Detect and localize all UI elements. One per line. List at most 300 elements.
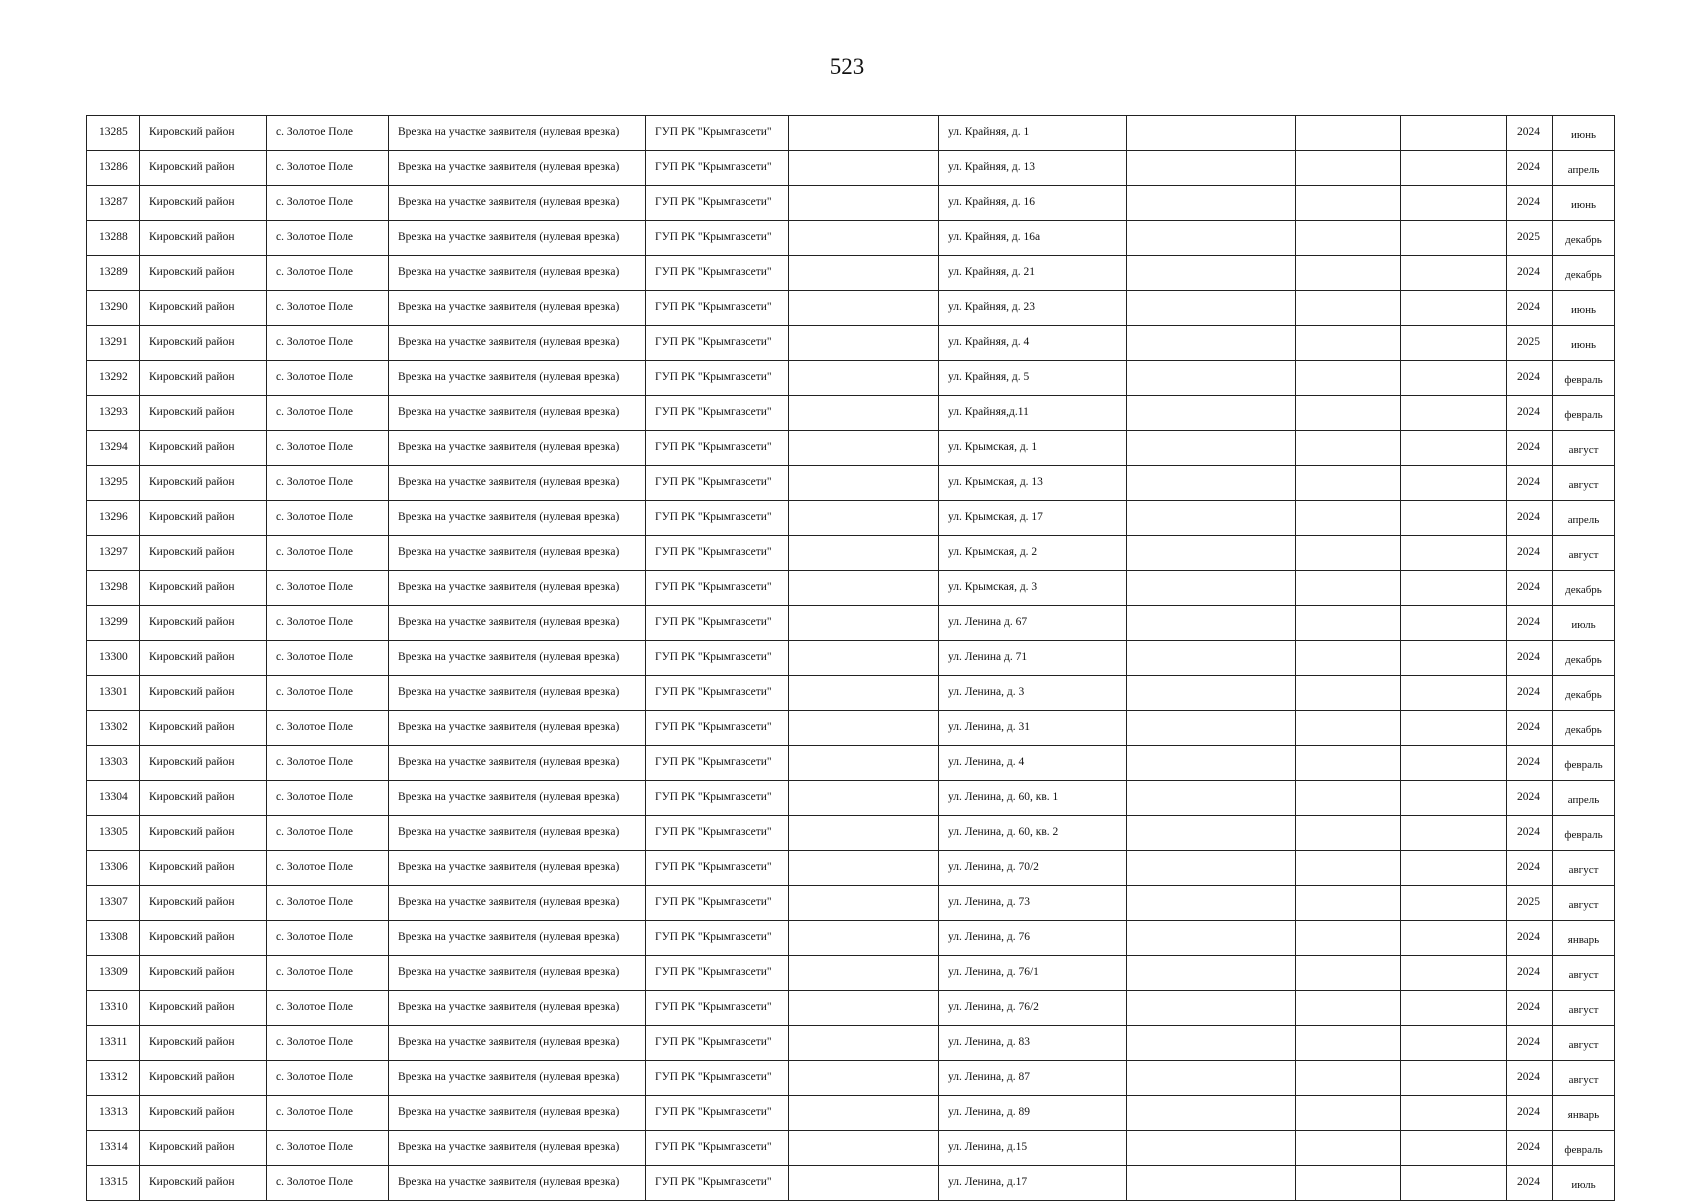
organization-cell: ГУП РК "Крымгазсети" — [646, 326, 789, 361]
empty-cell — [1127, 116, 1296, 151]
district-cell: Кировский район — [140, 1166, 267, 1201]
year-cell: 2024 — [1507, 291, 1553, 326]
address-cell: ул. Крайняя, д. 23 — [939, 291, 1127, 326]
year-cell: 2024 — [1507, 1096, 1553, 1131]
district-cell: Кировский район — [140, 571, 267, 606]
record-number-cell: 13293 — [87, 396, 140, 431]
organization-cell: ГУП РК "Крымгазсети" — [646, 816, 789, 851]
empty-cell — [789, 711, 939, 746]
address-cell: ул. Ленина, д. 31 — [939, 711, 1127, 746]
district-cell: Кировский район — [140, 151, 267, 186]
work-type-cell: Врезка на участке заявителя (нулевая врезка) — [389, 746, 646, 781]
locality-cell: с. Золотое Поле — [267, 816, 389, 851]
table-row — [87, 361, 1615, 396]
record-number-cell: 13296 — [87, 501, 140, 536]
work-type-cell: Врезка на участке заявителя (нулевая врезка) — [389, 291, 646, 326]
district-cell: Кировский район — [140, 396, 267, 431]
record-number-cell: 13288 — [87, 221, 140, 256]
empty-cell — [1296, 396, 1401, 431]
organization-cell: ГУП РК "Крымгазсети" — [646, 361, 789, 396]
work-type-cell: Врезка на участке заявителя (нулевая врезка) — [389, 816, 646, 851]
locality-cell: с. Золотое Поле — [267, 1096, 389, 1131]
organization-cell: ГУП РК "Крымгазсети" — [646, 396, 789, 431]
table-row — [87, 711, 1615, 746]
record-number-cell: 13290 — [87, 291, 140, 326]
year-cell: 2024 — [1507, 956, 1553, 991]
empty-cell — [789, 116, 939, 151]
district-cell: Кировский район — [140, 536, 267, 571]
month-cell: декабрь — [1553, 256, 1615, 291]
locality-cell: с. Золотое Поле — [267, 956, 389, 991]
empty-cell — [1401, 1166, 1507, 1201]
organization-cell: ГУП РК "Крымгазсети" — [646, 641, 789, 676]
empty-cell — [1127, 396, 1296, 431]
work-type-cell: Врезка на участке заявителя (нулевая врезка) — [389, 956, 646, 991]
work-type-cell: Врезка на участке заявителя (нулевая врезка) — [389, 606, 646, 641]
empty-cell — [1296, 816, 1401, 851]
empty-cell — [1127, 1061, 1296, 1096]
district-cell: Кировский район — [140, 116, 267, 151]
address-cell: ул. Крымская, д. 1 — [939, 431, 1127, 466]
record-number-cell: 13295 — [87, 466, 140, 501]
district-cell: Кировский район — [140, 326, 267, 361]
month-cell: январь — [1553, 921, 1615, 956]
month-cell: февраль — [1553, 361, 1615, 396]
empty-cell — [1401, 1131, 1507, 1166]
address-cell: ул. Ленина, д. 4 — [939, 746, 1127, 781]
table-row — [87, 1061, 1615, 1096]
empty-cell — [1296, 221, 1401, 256]
address-cell: ул. Ленина, д. 3 — [939, 676, 1127, 711]
empty-cell — [1296, 571, 1401, 606]
work-type-cell: Врезка на участке заявителя (нулевая врезка) — [389, 536, 646, 571]
empty-cell — [1401, 361, 1507, 396]
year-cell: 2024 — [1507, 1166, 1553, 1201]
empty-cell — [1127, 886, 1296, 921]
empty-cell — [1296, 1096, 1401, 1131]
month-cell: июнь — [1553, 116, 1615, 151]
year-cell: 2024 — [1507, 431, 1553, 466]
month-cell: август — [1553, 956, 1615, 991]
district-cell: Кировский район — [140, 641, 267, 676]
locality-cell: с. Золотое Поле — [267, 501, 389, 536]
year-cell: 2024 — [1507, 116, 1553, 151]
locality-cell: с. Золотое Поле — [267, 326, 389, 361]
empty-cell — [789, 886, 939, 921]
address-cell: ул. Крайняя,д.11 — [939, 396, 1127, 431]
district-cell: Кировский район — [140, 816, 267, 851]
record-number-cell: 13287 — [87, 186, 140, 221]
work-type-cell: Врезка на участке заявителя (нулевая врезка) — [389, 991, 646, 1026]
month-cell: август — [1553, 431, 1615, 466]
work-type-cell: Врезка на участке заявителя (нулевая врезка) — [389, 676, 646, 711]
empty-cell — [1296, 291, 1401, 326]
organization-cell: ГУП РК "Крымгазсети" — [646, 606, 789, 641]
organization-cell: ГУП РК "Крымгазсети" — [646, 501, 789, 536]
work-type-cell: Врезка на участке заявителя (нулевая врезка) — [389, 1061, 646, 1096]
table-row — [87, 256, 1615, 291]
work-type-cell: Врезка на участке заявителя (нулевая врезка) — [389, 1131, 646, 1166]
table-row — [87, 571, 1615, 606]
organization-cell: ГУП РК "Крымгазсети" — [646, 256, 789, 291]
work-type-cell: Врезка на участке заявителя (нулевая врезка) — [389, 781, 646, 816]
empty-cell — [1401, 851, 1507, 886]
year-cell: 2025 — [1507, 326, 1553, 361]
record-number-cell: 13291 — [87, 326, 140, 361]
year-cell: 2024 — [1507, 186, 1553, 221]
organization-cell: ГУП РК "Крымгазсети" — [646, 116, 789, 151]
empty-cell — [789, 221, 939, 256]
empty-cell — [1296, 641, 1401, 676]
empty-cell — [789, 431, 939, 466]
empty-cell — [1401, 1096, 1507, 1131]
registry-table — [86, 115, 1615, 1201]
work-type-cell: Врезка на участке заявителя (нулевая врезка) — [389, 501, 646, 536]
locality-cell: с. Золотое Поле — [267, 921, 389, 956]
month-cell: апрель — [1553, 501, 1615, 536]
month-cell: июнь — [1553, 326, 1615, 361]
empty-cell — [1401, 186, 1507, 221]
empty-cell — [1401, 431, 1507, 466]
record-number-cell: 13304 — [87, 781, 140, 816]
address-cell: ул. Крымская, д. 2 — [939, 536, 1127, 571]
locality-cell: с. Золотое Поле — [267, 536, 389, 571]
empty-cell — [789, 466, 939, 501]
district-cell: Кировский район — [140, 221, 267, 256]
locality-cell: с. Золотое Поле — [267, 1026, 389, 1061]
empty-cell — [789, 1026, 939, 1061]
month-cell: август — [1553, 851, 1615, 886]
empty-cell — [1401, 1026, 1507, 1061]
district-cell: Кировский район — [140, 606, 267, 641]
empty-cell — [789, 606, 939, 641]
organization-cell: ГУП РК "Крымгазсети" — [646, 291, 789, 326]
address-cell: ул. Ленина, д.15 — [939, 1131, 1127, 1166]
district-cell: Кировский район — [140, 921, 267, 956]
empty-cell — [1127, 711, 1296, 746]
empty-cell — [789, 571, 939, 606]
record-number-cell: 13310 — [87, 991, 140, 1026]
empty-cell — [1127, 1096, 1296, 1131]
organization-cell: ГУП РК "Крымгазсети" — [646, 571, 789, 606]
empty-cell — [1296, 1026, 1401, 1061]
district-cell: Кировский район — [140, 781, 267, 816]
empty-cell — [789, 641, 939, 676]
empty-cell — [1296, 1061, 1401, 1096]
address-cell: ул. Ленина, д. 70/2 — [939, 851, 1127, 886]
work-type-cell: Врезка на участке заявителя (нулевая врезка) — [389, 466, 646, 501]
year-cell: 2024 — [1507, 1061, 1553, 1096]
table-row — [87, 431, 1615, 466]
table-row — [87, 746, 1615, 781]
organization-cell: ГУП РК "Крымгазсети" — [646, 1096, 789, 1131]
work-type-cell: Врезка на участке заявителя (нулевая врезка) — [389, 921, 646, 956]
organization-cell: ГУП РК "Крымгазсети" — [646, 1131, 789, 1166]
record-number-cell: 13286 — [87, 151, 140, 186]
empty-cell — [1127, 781, 1296, 816]
record-number-cell: 13314 — [87, 1131, 140, 1166]
month-cell: август — [1553, 1061, 1615, 1096]
empty-cell — [1401, 291, 1507, 326]
organization-cell: ГУП РК "Крымгазсети" — [646, 711, 789, 746]
empty-cell — [1127, 326, 1296, 361]
empty-cell — [1296, 746, 1401, 781]
table-row — [87, 886, 1615, 921]
address-cell: ул. Крымская, д. 13 — [939, 466, 1127, 501]
empty-cell — [789, 151, 939, 186]
empty-cell — [789, 536, 939, 571]
year-cell: 2024 — [1507, 1131, 1553, 1166]
address-cell: ул. Ленина д. 71 — [939, 641, 1127, 676]
empty-cell — [1401, 466, 1507, 501]
empty-cell — [1127, 151, 1296, 186]
locality-cell: с. Золотое Поле — [267, 781, 389, 816]
table-row — [87, 641, 1615, 676]
organization-cell: ГУП РК "Крымгазсети" — [646, 186, 789, 221]
work-type-cell: Врезка на участке заявителя (нулевая врезка) — [389, 851, 646, 886]
table-row — [87, 991, 1615, 1026]
empty-cell — [789, 186, 939, 221]
month-cell: январь — [1553, 1096, 1615, 1131]
year-cell: 2024 — [1507, 571, 1553, 606]
empty-cell — [1296, 256, 1401, 291]
year-cell: 2024 — [1507, 816, 1553, 851]
empty-cell — [1127, 641, 1296, 676]
empty-cell — [1127, 851, 1296, 886]
record-number-cell: 13298 — [87, 571, 140, 606]
work-type-cell: Врезка на участке заявителя (нулевая врезка) — [389, 571, 646, 606]
record-number-cell: 13308 — [87, 921, 140, 956]
empty-cell — [1296, 536, 1401, 571]
organization-cell: ГУП РК "Крымгазсети" — [646, 921, 789, 956]
empty-cell — [1401, 571, 1507, 606]
locality-cell: с. Золотое Поле — [267, 886, 389, 921]
organization-cell: ГУП РК "Крымгазсети" — [646, 1166, 789, 1201]
record-number-cell: 13302 — [87, 711, 140, 746]
address-cell: ул. Ленина, д. 76/2 — [939, 991, 1127, 1026]
address-cell: ул. Крымская, д. 17 — [939, 501, 1127, 536]
work-type-cell: Врезка на участке заявителя (нулевая врезка) — [389, 711, 646, 746]
address-cell: ул. Крайняя, д. 13 — [939, 151, 1127, 186]
year-cell: 2024 — [1507, 641, 1553, 676]
address-cell: ул. Ленина, д. 76/1 — [939, 956, 1127, 991]
empty-cell — [789, 956, 939, 991]
table-row — [87, 606, 1615, 641]
empty-cell — [1401, 711, 1507, 746]
table-row — [87, 466, 1615, 501]
work-type-cell: Врезка на участке заявителя (нулевая врезка) — [389, 431, 646, 466]
month-cell: апрель — [1553, 151, 1615, 186]
district-cell: Кировский район — [140, 1061, 267, 1096]
year-cell: 2024 — [1507, 396, 1553, 431]
empty-cell — [1127, 956, 1296, 991]
locality-cell: с. Золотое Поле — [267, 571, 389, 606]
organization-cell: ГУП РК "Крымгазсети" — [646, 851, 789, 886]
record-number-cell: 13297 — [87, 536, 140, 571]
locality-cell: с. Золотое Поле — [267, 746, 389, 781]
record-number-cell: 13294 — [87, 431, 140, 466]
record-number-cell: 13313 — [87, 1096, 140, 1131]
record-number-cell: 13307 — [87, 886, 140, 921]
month-cell: июнь — [1553, 291, 1615, 326]
table-row — [87, 186, 1615, 221]
table-row — [87, 1166, 1615, 1201]
empty-cell — [1296, 676, 1401, 711]
empty-cell — [789, 781, 939, 816]
empty-cell — [1401, 326, 1507, 361]
address-cell: ул. Крайняя, д. 1 — [939, 116, 1127, 151]
table-row — [87, 781, 1615, 816]
year-cell: 2024 — [1507, 711, 1553, 746]
organization-cell: ГУП РК "Крымгазсети" — [646, 991, 789, 1026]
year-cell: 2024 — [1507, 606, 1553, 641]
table-row — [87, 536, 1615, 571]
empty-cell — [789, 851, 939, 886]
locality-cell: с. Золотое Поле — [267, 1061, 389, 1096]
empty-cell — [1127, 1131, 1296, 1166]
month-cell: август — [1553, 536, 1615, 571]
month-cell: декабрь — [1553, 571, 1615, 606]
work-type-cell: Врезка на участке заявителя (нулевая врезка) — [389, 361, 646, 396]
work-type-cell: Врезка на участке заявителя (нулевая врезка) — [389, 1026, 646, 1061]
empty-cell — [1401, 781, 1507, 816]
record-number-cell: 13289 — [87, 256, 140, 291]
locality-cell: с. Золотое Поле — [267, 641, 389, 676]
empty-cell — [1127, 746, 1296, 781]
empty-cell — [1127, 1026, 1296, 1061]
address-cell: ул. Ленина д. 67 — [939, 606, 1127, 641]
empty-cell — [789, 746, 939, 781]
empty-cell — [1127, 991, 1296, 1026]
table-row — [87, 851, 1615, 886]
month-cell: декабрь — [1553, 676, 1615, 711]
empty-cell — [1401, 921, 1507, 956]
empty-cell — [1401, 991, 1507, 1026]
district-cell: Кировский район — [140, 361, 267, 396]
table-row — [87, 921, 1615, 956]
address-cell: ул. Ленина, д. 89 — [939, 1096, 1127, 1131]
month-cell: февраль — [1553, 1131, 1615, 1166]
table-row — [87, 116, 1615, 151]
record-number-cell: 13301 — [87, 676, 140, 711]
year-cell: 2024 — [1507, 781, 1553, 816]
empty-cell — [789, 326, 939, 361]
organization-cell: ГУП РК "Крымгазсети" — [646, 1061, 789, 1096]
record-number-cell: 13299 — [87, 606, 140, 641]
empty-cell — [1127, 186, 1296, 221]
district-cell: Кировский район — [140, 256, 267, 291]
locality-cell: с. Золотое Поле — [267, 221, 389, 256]
year-cell: 2024 — [1507, 256, 1553, 291]
month-cell: декабрь — [1553, 641, 1615, 676]
district-cell: Кировский район — [140, 291, 267, 326]
empty-cell — [1127, 256, 1296, 291]
locality-cell: с. Золотое Поле — [267, 851, 389, 886]
table-row — [87, 1026, 1615, 1061]
table-row — [87, 396, 1615, 431]
empty-cell — [1296, 431, 1401, 466]
empty-cell — [1296, 606, 1401, 641]
year-cell: 2025 — [1507, 886, 1553, 921]
table-row — [87, 221, 1615, 256]
empty-cell — [1296, 326, 1401, 361]
locality-cell: с. Золотое Поле — [267, 431, 389, 466]
registry-body — [87, 116, 1615, 1201]
table-row — [87, 1131, 1615, 1166]
month-cell: август — [1553, 886, 1615, 921]
work-type-cell: Врезка на участке заявителя (нулевая врезка) — [389, 186, 646, 221]
empty-cell — [789, 676, 939, 711]
empty-cell — [1127, 676, 1296, 711]
work-type-cell: Врезка на участке заявителя (нулевая врезка) — [389, 116, 646, 151]
year-cell: 2024 — [1507, 466, 1553, 501]
empty-cell — [789, 1166, 939, 1201]
empty-cell — [1296, 781, 1401, 816]
locality-cell: с. Золотое Поле — [267, 396, 389, 431]
record-number-cell: 13300 — [87, 641, 140, 676]
empty-cell — [789, 1096, 939, 1131]
empty-cell — [1127, 361, 1296, 396]
record-number-cell: 13312 — [87, 1061, 140, 1096]
empty-cell — [1127, 291, 1296, 326]
table-row — [87, 326, 1615, 361]
empty-cell — [1296, 956, 1401, 991]
empty-cell — [1401, 746, 1507, 781]
district-cell: Кировский район — [140, 711, 267, 746]
empty-cell — [789, 991, 939, 1026]
empty-cell — [789, 396, 939, 431]
empty-cell — [1127, 606, 1296, 641]
district-cell: Кировский район — [140, 886, 267, 921]
address-cell: ул. Ленина, д. 73 — [939, 886, 1127, 921]
empty-cell — [789, 256, 939, 291]
empty-cell — [789, 921, 939, 956]
empty-cell — [1401, 256, 1507, 291]
empty-cell — [1296, 921, 1401, 956]
empty-cell — [1296, 186, 1401, 221]
work-type-cell: Врезка на участке заявителя (нулевая врезка) — [389, 256, 646, 291]
month-cell: июль — [1553, 606, 1615, 641]
month-cell: февраль — [1553, 396, 1615, 431]
address-cell: ул. Крайняя, д. 21 — [939, 256, 1127, 291]
empty-cell — [1401, 606, 1507, 641]
year-cell: 2024 — [1507, 746, 1553, 781]
empty-cell — [1296, 361, 1401, 396]
empty-cell — [1401, 676, 1507, 711]
empty-cell — [1401, 501, 1507, 536]
year-cell: 2024 — [1507, 1026, 1553, 1061]
empty-cell — [1127, 466, 1296, 501]
district-cell: Кировский район — [140, 991, 267, 1026]
empty-cell — [1401, 886, 1507, 921]
address-cell: ул. Крайняя, д. 16а — [939, 221, 1127, 256]
page-number: 523 — [829, 54, 865, 79]
work-type-cell: Врезка на участке заявителя (нулевая врезка) — [389, 1166, 646, 1201]
empty-cell — [1401, 1061, 1507, 1096]
locality-cell: с. Золотое Поле — [267, 256, 389, 291]
district-cell: Кировский район — [140, 431, 267, 466]
empty-cell — [1296, 151, 1401, 186]
month-cell: июнь — [1553, 186, 1615, 221]
locality-cell: с. Золотое Поле — [267, 116, 389, 151]
organization-cell: ГУП РК "Крымгазсети" — [646, 746, 789, 781]
record-number-cell: 13311 — [87, 1026, 140, 1061]
empty-cell — [1401, 641, 1507, 676]
empty-cell — [789, 816, 939, 851]
month-cell: апрель — [1553, 781, 1615, 816]
month-cell: февраль — [1553, 816, 1615, 851]
empty-cell — [1401, 816, 1507, 851]
